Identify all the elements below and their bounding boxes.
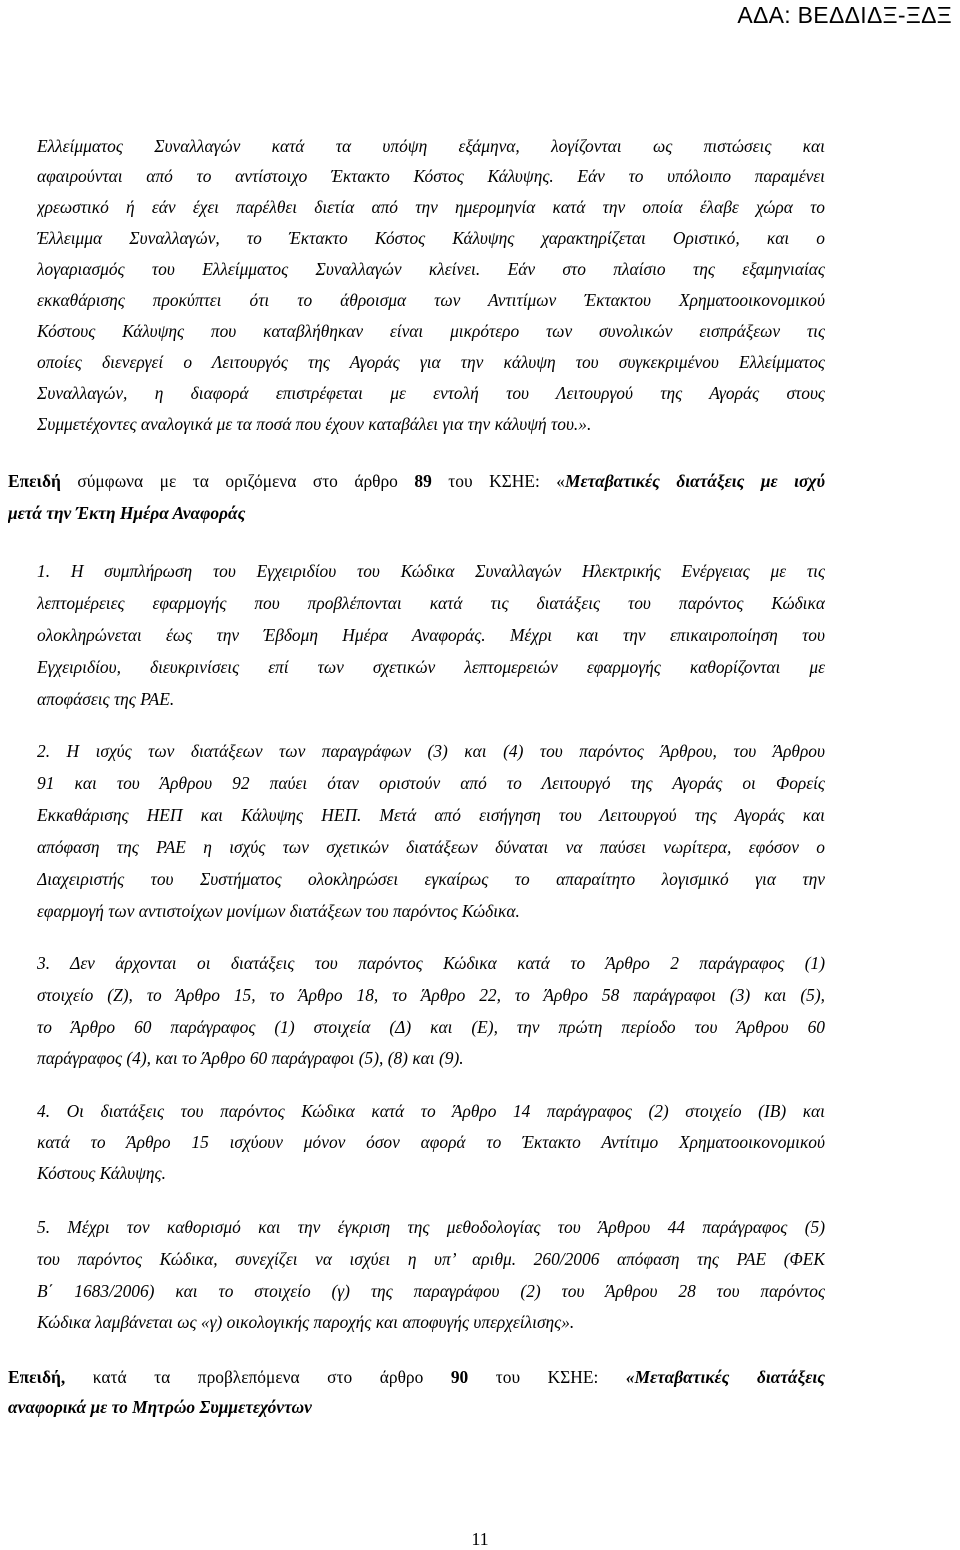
quote-line: χρεωστικό ή εάν έχει παρέλθει διετία από την ημερομηνία κατά την οποία έλαβε χώρα το [37,197,825,217]
whereas-89-title-line [8,502,825,524]
page-number: 11 [471,1529,489,1549]
article-number: 90 [450,1367,469,1387]
paragraph-2-line: απόφαση της ΡΑΕ η ισχύς των σχετικών διατάξεων δύναται να παύσει νωρίτερα, εφόσον ο [37,837,825,857]
article-title: «Μεταβατικές διατάξεις [625,1367,825,1387]
quote-line: Ελλείμματος Συναλλαγών κατά τα υπόψη εξάμηνα, λογίζονται ως πιστώσεις και [37,136,825,156]
paragraph-1-line: ολοκληρώνεται έως την Έβδομη Ημέρα Αναφοράς. Μέχρι και την επικαιροποίηση του [37,625,825,645]
paragraph-5-line: Β΄ 1683/2006) και το στοιχείο (γ) της παραγράφου (2) του Άρθρου 28 του παρόντος [37,1281,825,1301]
quote-line: Συναλλαγών, η διαφορά επιστρέφεται με εντολή του Λειτουργού της Αγοράς στους [37,383,825,403]
whereas-89-line: Επειδή σύμφωνα με τα οριζόμενα στο άρθρο 89 του ΚΣΗΕ: «Μεταβατικές διατάξεις με ισχύ [8,471,825,491]
paragraph-1-line: αποφάσεις της ΡΑΕ. [37,689,175,709]
paragraph-3-line: το Άρθρο 60 παράγραφος (1) στοιχεία (Δ) και (Ε), την πρώτη περίοδο του Άρθρου 60 [37,1017,825,1037]
paragraph-2-line: 2. Η ισχύς των διατάξεων των παραγράφων (3) και (4) του παρόντος Άρθρου, του Άρθρου [37,741,825,761]
whereas-lead: Επειδή, [8,1367,66,1387]
paragraph-3-line: στοιχείο (Ζ), το Άρθρο 15, το Άρθρο 18, το Άρθρο 22, το Άρθρο 58 παράγραφοι (3) και (5), [37,985,825,1005]
quote-line: Συμμετέχοντες αναλογικά με τα ποσά που έχουν καταβάλει για την κάλυψή του.». [37,414,592,434]
paragraph-4-line: 4. Οι διατάξεις του παρόντος Κώδικα κατά το Άρθρο 14 παράγραφος (2) στοιχείο (ΙΒ) και [37,1101,825,1121]
quote-line: οποίες διενεργεί ο Λειτουργός της Αγοράς για την κάλυψη του συγκεκριμένου Ελλείμματος [37,352,825,372]
paragraph-2-line: Διαχειριστής του Συστήματος ολοκληρώσει εγκαίρως το απαραίτητο λογισμικό για την [37,869,825,889]
paragraph-3-line: παράγραφος (4), και το Άρθρο 60 παράγραφοι (5), (8) και (9). [37,1048,464,1068]
article-number: 89 [414,471,432,491]
quote-line: λογαριασμός του Ελλείμματος Συναλλαγών κλείνει. Εάν στο πλαίσιο της εξαμηνιαίας [37,259,825,279]
paragraph-5-line: του παρόντος Κώδικα, συνεχίζει να ισχύει η υπ’ αριθμ. 260/2006 απόφαση της ΡΑΕ (ΦΕΚ [37,1249,825,1269]
whereas-90-title-line [8,1396,825,1418]
whereas-90-line: Επειδή, κατά τα προβλεπόμενα στο άρθρο 90 του ΚΣΗΕ: «Μεταβατικές διατάξεις [8,1367,825,1387]
article-title: μετά την Έκτη Ημέρα Αναφοράς [8,503,246,523]
paragraph-4-line: κατά το Άρθρο 15 ισχύουν μόνον όσον αφορά το Έκτακτο Αντίτιμο Χρηματοοικονομικού [37,1132,825,1152]
paragraph-1-line: λεπτομέρειες εφαρμογής που προβλέπονται κατά τις διατάξεις του παρόντος Κώδικα [37,593,825,613]
quote-line: αφαιρούνται από το αντίστοιχο Έκτακτο Κόστος Κάλυψης. Εάν το υπόλοιπο παραμένει [37,166,825,186]
paragraph-4-line: Κόστους Κάλυψης. [37,1163,166,1183]
paragraph-2-line: Εκκαθάρισης ΗΕΠ και Κάλυψης ΗΕΠ. Μετά από εισήγηση του Λειτουργού της Αγοράς και [37,805,825,825]
paragraph-5-line: Κώδικα λαμβάνεται ως «γ) οικολογικής παροχής και αποφυγής υπερχείλισης». [37,1312,575,1332]
paragraph-5-line: 5. Μέχρι τον καθορισμό και την έγκριση της μεθοδολογίας του Άρθρου 44 παράγραφος (5) [37,1217,825,1237]
whereas-lead: Επειδή [8,471,61,491]
paragraph-3-line: 3. Δεν άρχονται οι διατάξεις του παρόντος Κώδικα κατά το Άρθρο 2 παράγραφος (1) [37,953,825,973]
ada-code: ΑΔΑ: ΒΕΔΔΙΔΞ-ΞΔΞ [737,2,952,28]
quote-line: εκκαθάρισης προκύπτει ότι το άθροισμα των Αντιτίμων Έκτακτου Χρηματοοικονομικού [37,290,825,310]
paragraph-1-line: 1. Η συμπλήρωση του Εγχειριδίου του Κώδικα Συναλλαγών Ηλεκτρικής Ενέργειας με τις [37,561,825,581]
quote-line: Έλλειμμα Συναλλαγών, το Έκτακτο Κόστος Κάλυψης χαρακτηρίζεται Οριστικό, και ο [37,228,825,248]
article-title: Μεταβατικές διατάξεις με ισχύ [565,471,825,491]
paragraph-2-line: εφαρμογή των αντιστοίχων μονίμων διατάξεων του παρόντος Κώδικα. [37,901,520,921]
article-title: αναφορικά με το Μητρώο Συμμετεχόντων [8,1397,312,1417]
paragraph-1-line: Εγχειριδίου, διευκρινίσεις επί των σχετικών λεπτομερειών εφαρμογής καθορίζονται με [37,657,825,677]
quote-line: Κόστους Κάλυψης που καταβλήθηκαν είναι μικρότερο των συνολικών εισπράξεων τις [37,321,825,341]
paragraph-2-line: 91 και του Άρθρου 92 παύει όταν οριστούν από το Λειτουργό της Αγοράς οι Φορείς [37,773,825,793]
